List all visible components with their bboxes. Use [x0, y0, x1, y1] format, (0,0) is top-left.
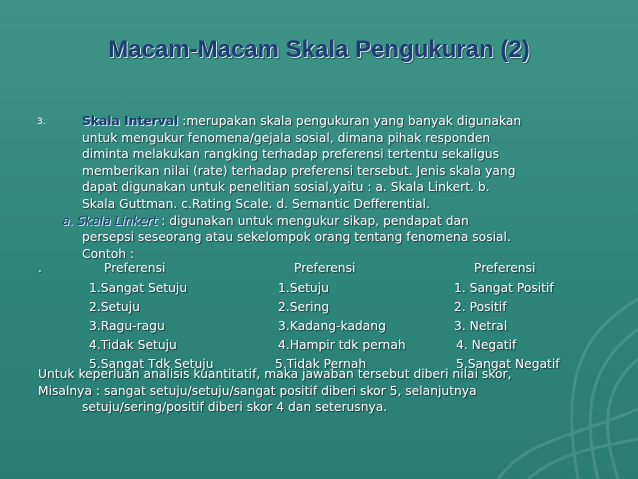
slide-title: Macam-Macam Skala Pengukuran (2) [108, 36, 530, 63]
item-number: 3. [37, 117, 46, 127]
column-header-1: Preferensi [104, 261, 166, 275]
col1-item-5: 5.Sangat Tdk Setuju [89, 357, 214, 371]
paragraph-interval-line-2: untuk mengukur fenomena/gejala sosial, dimana pihak responden [82, 131, 491, 145]
footer-line-1: Untuk keperluan analisis kuantitatif, maka jawaban tersebut diberi nilai skor, [38, 367, 512, 381]
footer-line-2: Misalnya : sangat setuju/setuju/sangat positif diberi skor 5, selanjutnya [38, 384, 477, 398]
footer-line-3: setuju/sering/positif diberi skor 4 dan seterusnya. [82, 400, 388, 414]
paragraph-linkert-line-2: persepsi seseorang atau sekelompok orang tentang fenomena sosial. [82, 230, 511, 244]
paragraph-linkert-line-1: a. Skala Linkert : digunakan untuk mengukur sikap, pendapat dan [62, 214, 469, 228]
column-header-3: Preferensi [474, 261, 536, 275]
term-skala-interval: Skala Interval [82, 114, 179, 128]
paragraph-interval-line-6: Skala Guttman. c.Rating Scale. d. Semantic Defferential. [82, 197, 430, 211]
col2-item-2: 2.Sering [278, 300, 330, 314]
col2-item-3: 3.Kadang-kadang [278, 319, 386, 333]
paragraph-interval-line-1: Skala Interval :merupakan skala pengukuran yang banyak digunakan [82, 114, 522, 128]
col2-item-4: 4.Hampir tdk pernah [278, 338, 406, 352]
paragraph-interval-line-5: dapat digunakan untuk penelitian sosial,yaitu : a. Skala Linkert. b. [82, 180, 490, 194]
col2-item-1: 1.Setuju [278, 281, 329, 295]
column-header-2: Preferensi [294, 261, 356, 275]
col3-item-1: 1. Sangat Positif [454, 281, 554, 295]
col3-item-4: 4. Negatif [456, 338, 517, 352]
col1-item-4: 4.Tidak Setuju [89, 338, 177, 352]
paragraph-linkert-line-3: Contoh : [82, 247, 135, 261]
paragraph-interval-line-3: diminta melakukan rangking terhadap preferensi tertentu sekaligus [82, 147, 500, 161]
col3-item-3: 3. Netral [454, 319, 508, 333]
col3-item-2: 2. Positif [454, 300, 507, 314]
col1-item-1: 1.Sangat Setuju [89, 281, 188, 295]
table-bullet: . [38, 261, 42, 275]
col2-item-5: 5.Tidak Pernah [275, 357, 367, 371]
col1-item-3: 3.Ragu-ragu [89, 319, 165, 333]
col1-item-2: 2.Setuju [89, 300, 140, 314]
col3-item-5: 5.Sangat Negatif [456, 357, 560, 371]
term-skala-linkert: a. Skala Linkert [62, 214, 158, 228]
paragraph-interval-line-4: memberikan nilai (rate) terhadap preferensi tersebut. Jenis skala yang [82, 164, 516, 178]
